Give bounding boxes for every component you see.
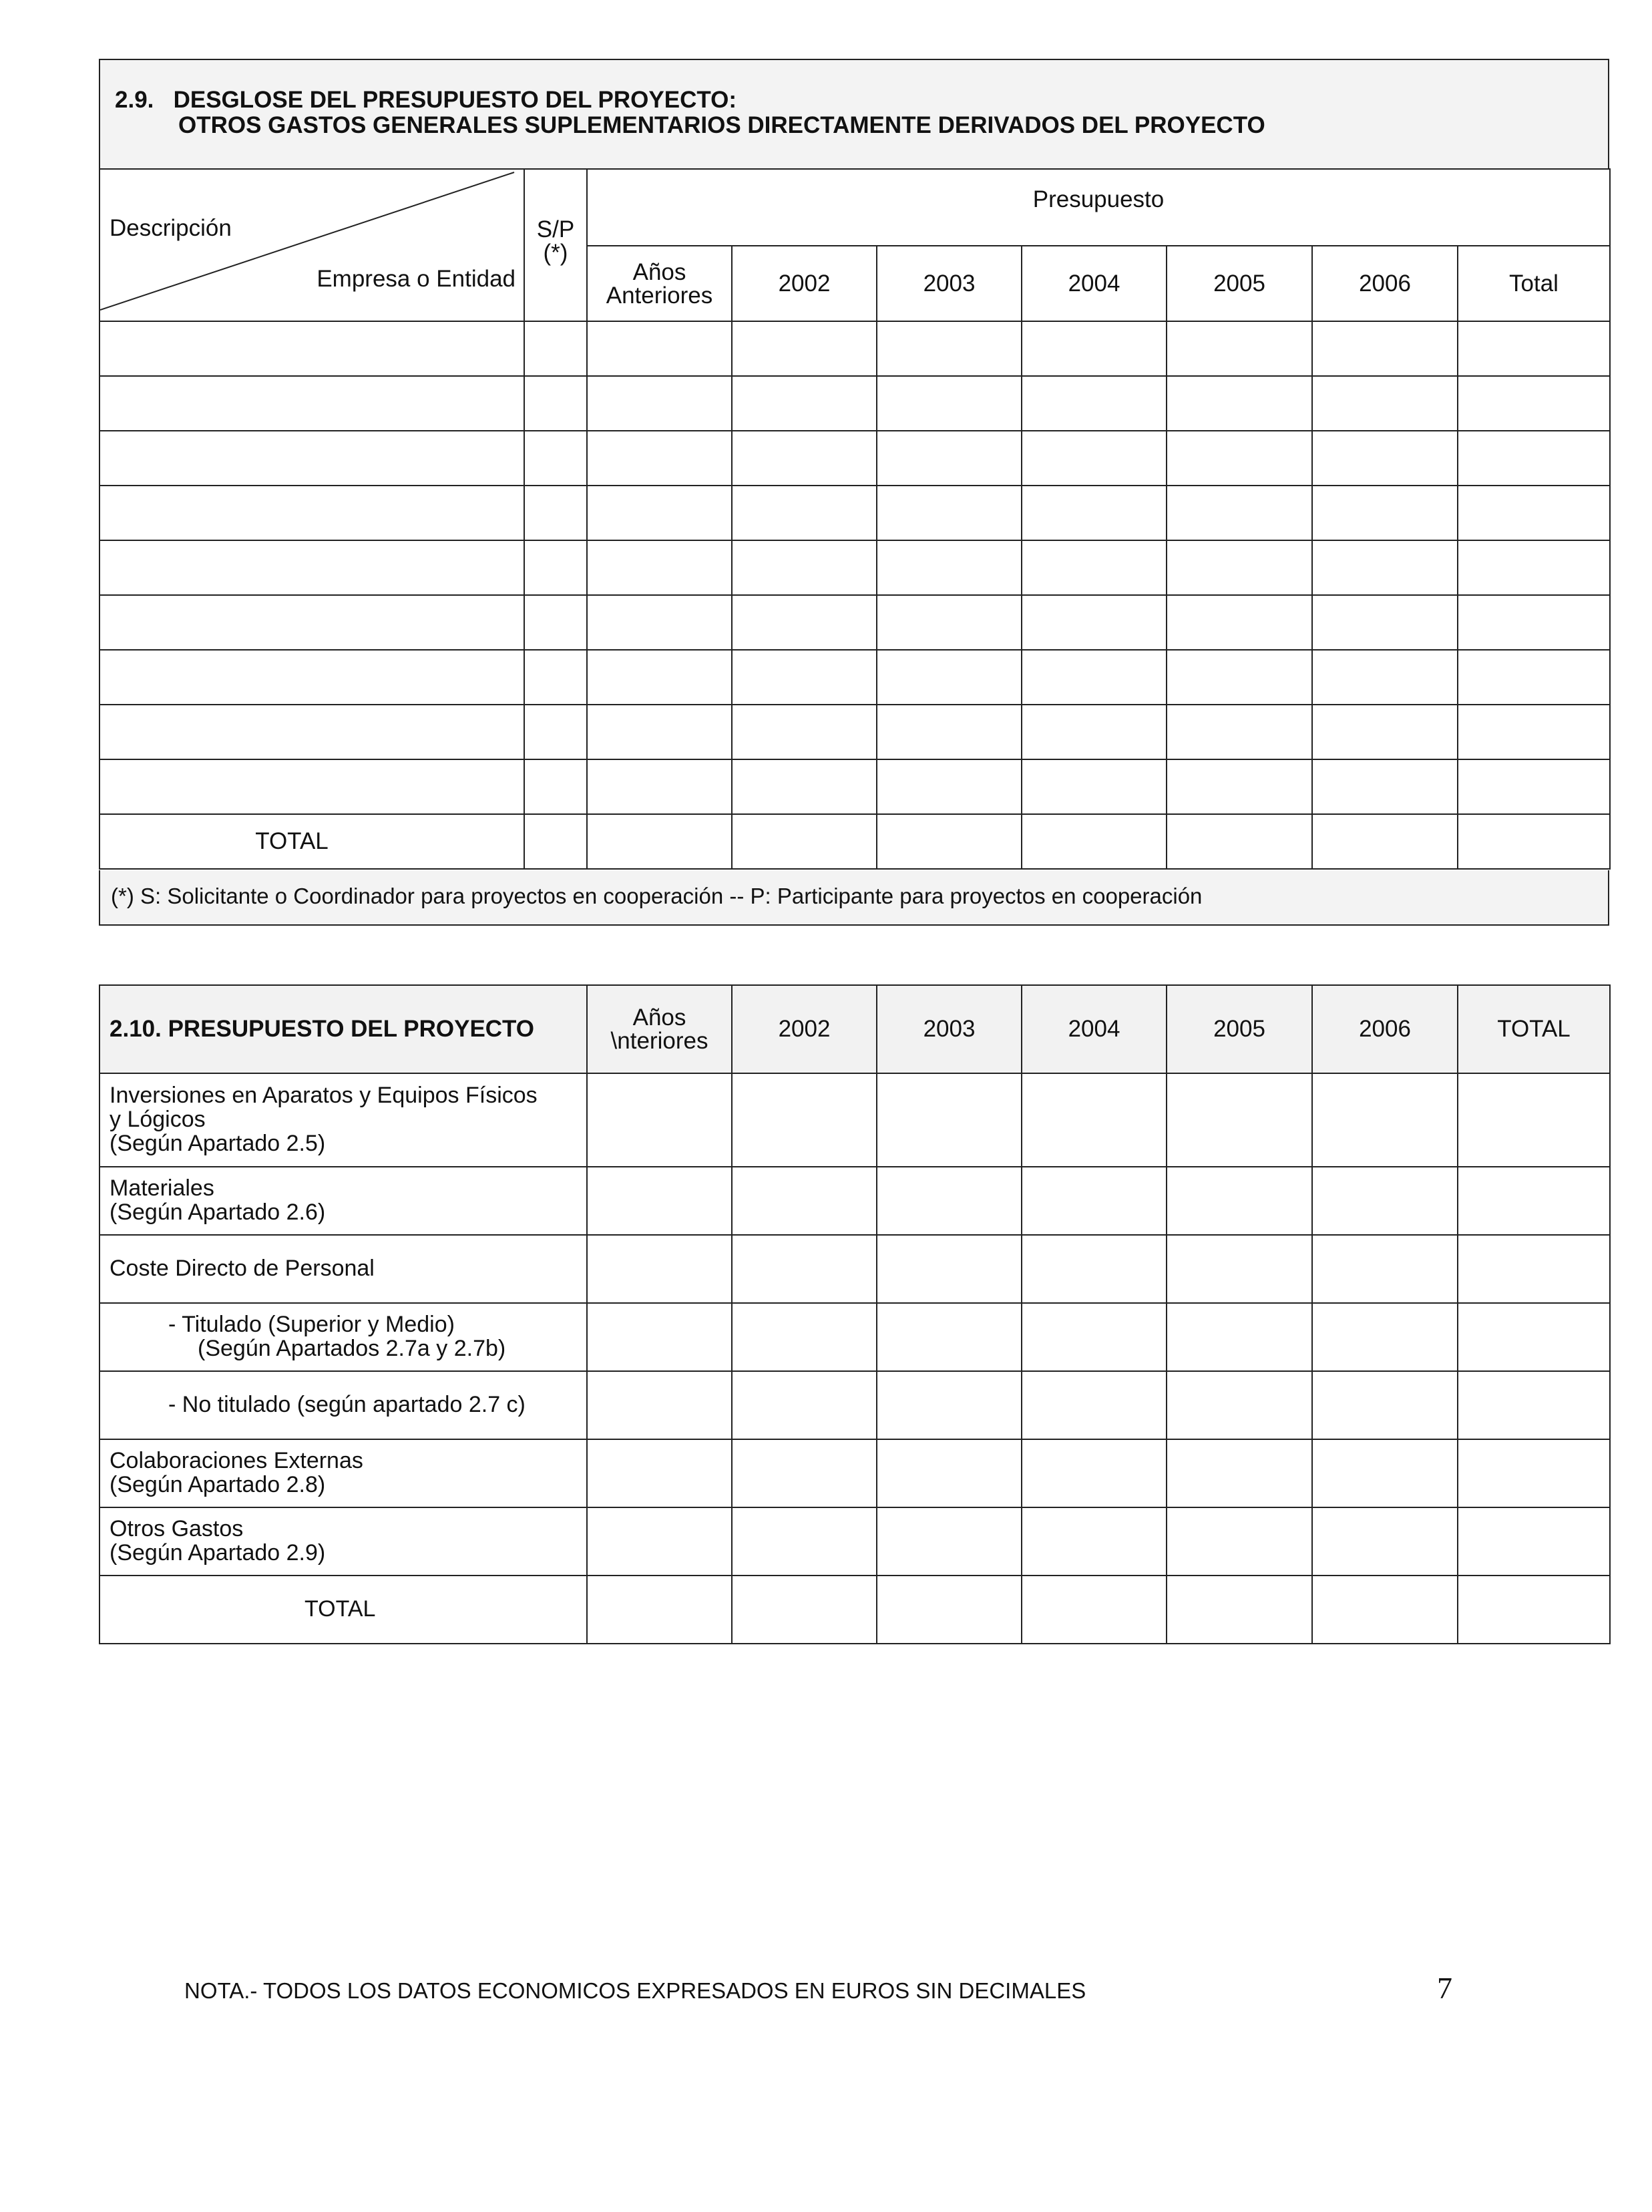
total-cell[interactable] — [877, 1576, 1022, 1644]
inversiones-line3: (Según Apartado 2.5) — [110, 1130, 326, 1156]
value-cell[interactable] — [877, 650, 1022, 705]
value-cell[interactable] — [1312, 1073, 1458, 1167]
descripcion-cell[interactable] — [99, 650, 524, 705]
row-label-titulado — [99, 1303, 587, 1371]
value-cell[interactable] — [877, 540, 1022, 595]
value-cell[interactable] — [1167, 759, 1312, 814]
value-cell[interactable] — [1312, 1303, 1458, 1371]
value-cell[interactable] — [732, 431, 877, 486]
value-cell[interactable] — [732, 1507, 877, 1576]
value-cell[interactable] — [1312, 540, 1458, 595]
value-cell[interactable] — [732, 1439, 877, 1507]
value-cell[interactable] — [877, 1371, 1022, 1439]
value-cell[interactable] — [1167, 431, 1312, 486]
anteriores-label: \nteriores — [610, 1028, 708, 1054]
value-cell[interactable] — [1022, 486, 1167, 540]
value-cell[interactable] — [877, 1439, 1022, 1507]
value-cell[interactable] — [1312, 595, 1458, 650]
total-cell[interactable] — [587, 814, 732, 869]
value-cell[interactable] — [587, 759, 732, 814]
row-label-colaboraciones — [99, 1439, 587, 1507]
year-header-2005: 2005 — [1167, 246, 1312, 321]
value-cell[interactable] — [1458, 1235, 1610, 1303]
value-cell[interactable] — [1022, 540, 1167, 595]
total-cell[interactable] — [732, 814, 877, 869]
value-cell[interactable] — [1167, 321, 1312, 376]
descripcion-cell[interactable] — [99, 759, 524, 814]
year-header-2005: 2005 — [1167, 985, 1312, 1073]
table-row — [99, 759, 1610, 814]
total-cell[interactable] — [877, 814, 1022, 869]
value-cell[interactable] — [1312, 1371, 1458, 1439]
value-cell[interactable] — [1022, 1235, 1167, 1303]
descripcion-cell[interactable] — [99, 540, 524, 595]
sp-cell[interactable] — [524, 650, 587, 705]
value-cell[interactable] — [1458, 486, 1610, 540]
sp-cell[interactable] — [524, 486, 587, 540]
value-cell[interactable] — [1167, 376, 1312, 431]
total-cell[interactable] — [1312, 814, 1458, 869]
anos-label: Años — [632, 258, 686, 285]
year-header-2003: 2003 — [877, 985, 1022, 1073]
sp-label: S/P — [536, 216, 575, 242]
value-cell[interactable] — [1458, 431, 1610, 486]
sp-cell[interactable] — [524, 540, 587, 595]
value-cell[interactable] — [1167, 705, 1312, 759]
value-cell[interactable] — [587, 705, 732, 759]
year-header-2002: 2002 — [732, 246, 877, 321]
row-otros-gastos — [99, 1507, 1610, 1576]
materiales-line1: Materiales — [110, 1175, 214, 1202]
value-cell[interactable] — [1167, 1167, 1312, 1235]
value-cell[interactable] — [1022, 376, 1167, 431]
descripcion-cell[interactable] — [99, 321, 524, 376]
row-colaboraciones — [99, 1439, 1610, 1507]
year-header-2004: 2004 — [1022, 985, 1167, 1073]
value-cell[interactable] — [877, 759, 1022, 814]
inversiones-line2: y Lógicos — [110, 1107, 206, 1133]
value-cell[interactable] — [1167, 1371, 1312, 1439]
value-cell[interactable] — [1022, 431, 1167, 486]
year-header-2004: 2004 — [1022, 246, 1167, 321]
section-2-9-header — [99, 59, 1609, 170]
otros-line1: Otros Gastos — [110, 1516, 244, 1542]
value-cell[interactable] — [587, 1073, 732, 1167]
value-cell[interactable] — [732, 650, 877, 705]
value-cell[interactable] — [1312, 1235, 1458, 1303]
total-cell[interactable] — [587, 1576, 732, 1644]
descripcion-cell[interactable] — [99, 376, 524, 431]
value-cell[interactable] — [1312, 1167, 1458, 1235]
value-cell[interactable] — [1167, 595, 1312, 650]
value-cell[interactable] — [1167, 1439, 1312, 1507]
descripcion-empresa-header-cell — [99, 169, 524, 321]
value-cell[interactable] — [877, 486, 1022, 540]
value-cell[interactable] — [1458, 759, 1610, 814]
value-cell[interactable] — [1167, 1235, 1312, 1303]
colaboraciones-line1: Colaboraciones Externas — [110, 1448, 363, 1474]
table-row — [99, 705, 1610, 759]
total-cell[interactable] — [1167, 1576, 1312, 1644]
table-row — [99, 486, 1610, 540]
value-cell[interactable] — [732, 376, 877, 431]
value-cell[interactable] — [1022, 1371, 1167, 1439]
value-cell[interactable] — [1312, 1507, 1458, 1576]
value-cell[interactable] — [1312, 376, 1458, 431]
value-cell[interactable] — [732, 1235, 877, 1303]
total-label: TOTAL — [99, 814, 524, 869]
table-row — [99, 650, 1610, 705]
value-cell[interactable] — [1022, 1507, 1167, 1576]
total-cell[interactable] — [1167, 814, 1312, 869]
section-2-9-body — [99, 321, 1610, 814]
value-cell[interactable] — [877, 1507, 1022, 1576]
row-no-titulado — [99, 1371, 1610, 1439]
sp-note-label: (*) — [543, 240, 568, 266]
value-cell[interactable] — [877, 1235, 1022, 1303]
value-cell[interactable] — [587, 1371, 732, 1439]
row-label-otros-gastos — [99, 1507, 587, 1576]
footer-note: NOTA.- TODOS LOS DATOS ECONOMICOS EXPRESADOS EN EUROS SIN DECIMALES — [184, 1978, 1086, 2003]
value-cell[interactable] — [587, 376, 732, 431]
value-cell[interactable] — [1312, 650, 1458, 705]
total-cell[interactable] — [1022, 1576, 1167, 1644]
value-cell[interactable] — [1458, 1073, 1610, 1167]
value-cell[interactable] — [732, 540, 877, 595]
value-cell[interactable] — [1458, 1507, 1610, 1576]
value-cell[interactable] — [732, 595, 877, 650]
anos-label: Años — [632, 1004, 686, 1031]
sp-cell[interactable] — [524, 431, 587, 486]
section-2-10-header-row — [99, 985, 1610, 1073]
row-label-personal: Coste Directo de Personal — [99, 1235, 587, 1303]
anos-anteriores-header — [587, 985, 732, 1073]
value-cell[interactable] — [732, 705, 877, 759]
sp-cell[interactable] — [524, 321, 587, 376]
value-cell[interactable] — [877, 431, 1022, 486]
value-cell[interactable] — [1312, 431, 1458, 486]
year-header-2006: 2006 — [1312, 985, 1458, 1073]
value-cell[interactable] — [1458, 1439, 1610, 1507]
titulado-line2: (Según Apartados 2.7a y 2.7b) — [198, 1336, 506, 1361]
value-cell[interactable] — [1312, 321, 1458, 376]
descripcion-label: Descripción — [110, 215, 232, 241]
sp-cell[interactable] — [524, 595, 587, 650]
sp-cell[interactable] — [524, 705, 587, 759]
value-cell[interactable] — [1312, 705, 1458, 759]
value-cell[interactable] — [1022, 705, 1167, 759]
section-2-9-footnote — [99, 870, 1609, 926]
value-cell[interactable] — [732, 486, 877, 540]
descripcion-cell[interactable] — [99, 431, 524, 486]
colaboraciones-line2: (Según Apartado 2.8) — [110, 1472, 326, 1497]
value-cell[interactable] — [1022, 321, 1167, 376]
row-label-total: TOTAL — [99, 1576, 587, 1644]
presupuesto-header: Presupuesto — [587, 169, 1610, 246]
table-row — [99, 540, 1610, 595]
row-inversiones — [99, 1073, 1610, 1167]
value-cell[interactable] — [732, 759, 877, 814]
row-materiales — [99, 1167, 1610, 1235]
row-titulado — [99, 1303, 1610, 1371]
value-cell[interactable] — [1167, 1507, 1312, 1576]
row-label-no-titulado: - No titulado (según apartado 2.7 c) — [99, 1371, 587, 1439]
value-cell[interactable] — [1022, 759, 1167, 814]
value-cell[interactable] — [1458, 540, 1610, 595]
section-2-10-table — [99, 984, 1611, 1644]
value-cell[interactable] — [1022, 1073, 1167, 1167]
value-cell[interactable] — [1167, 650, 1312, 705]
anteriores-label: Anteriores — [606, 282, 713, 309]
otros-line2: (Según Apartado 2.9) — [110, 1540, 326, 1565]
descripcion-cell[interactable] — [99, 705, 524, 759]
value-cell[interactable] — [587, 431, 732, 486]
value-cell[interactable] — [1312, 759, 1458, 814]
value-cell[interactable] — [877, 1303, 1022, 1371]
row-personal — [99, 1235, 1610, 1303]
footnote-text: (*) S: Solicitante o Coordinador para proyectos en cooperación -- P: Participante para proyectos en cooperación — [111, 884, 1203, 908]
value-cell[interactable] — [587, 595, 732, 650]
diagonal-divider — [100, 170, 525, 321]
value-cell[interactable] — [587, 1235, 732, 1303]
value-cell[interactable] — [1458, 1303, 1610, 1371]
value-cell[interactable] — [587, 650, 732, 705]
value-cell[interactable] — [587, 1507, 732, 1576]
year-header-2003: 2003 — [877, 246, 1022, 321]
section-2-9-title: DESGLOSE DEL PRESUPUESTO DEL PROYECTO: — [173, 87, 737, 113]
value-cell[interactable] — [1458, 1167, 1610, 1235]
value-cell[interactable] — [732, 1167, 877, 1235]
page-number: 7 — [1437, 1971, 1452, 2005]
section-2-9-title-line1 — [115, 87, 737, 114]
value-cell[interactable] — [1458, 595, 1610, 650]
value-cell[interactable] — [587, 540, 732, 595]
table-row — [99, 321, 1610, 376]
total-cell[interactable] — [1022, 814, 1167, 869]
year-header-2002: 2002 — [732, 985, 877, 1073]
descripcion-cell[interactable] — [99, 486, 524, 540]
value-cell[interactable] — [732, 1303, 877, 1371]
titulado-line1: - Titulado (Superior y Medio) — [168, 1312, 455, 1338]
value-cell[interactable] — [1167, 1303, 1312, 1371]
value-cell[interactable] — [732, 1073, 877, 1167]
value-cell[interactable] — [1167, 486, 1312, 540]
section-2-9-table — [99, 168, 1611, 870]
value-cell[interactable] — [877, 1167, 1022, 1235]
value-cell[interactable] — [877, 1073, 1022, 1167]
table-row — [99, 595, 1610, 650]
value-cell[interactable] — [1458, 650, 1610, 705]
value-cell[interactable] — [877, 321, 1022, 376]
section-2-9-total-row — [99, 814, 1610, 869]
row-total — [99, 1576, 1610, 1644]
value-cell[interactable] — [587, 1167, 732, 1235]
value-cell[interactable] — [587, 1439, 732, 1507]
empresa-entidad-label: Empresa o Entidad — [317, 266, 515, 292]
sp-cell[interactable] — [524, 376, 587, 431]
value-cell[interactable] — [732, 321, 877, 376]
total-cell[interactable] — [1458, 814, 1610, 869]
total-cell[interactable] — [1458, 1576, 1610, 1644]
value-cell[interactable] — [1458, 705, 1610, 759]
row-label-materiales — [99, 1167, 587, 1235]
anos-anteriores-header — [587, 246, 732, 321]
value-cell[interactable] — [1022, 1439, 1167, 1507]
total-cell[interactable] — [1312, 1576, 1458, 1644]
value-cell[interactable] — [1167, 1073, 1312, 1167]
value-cell[interactable] — [587, 1303, 732, 1371]
value-cell[interactable] — [1458, 321, 1610, 376]
value-cell[interactable] — [1312, 486, 1458, 540]
value-cell[interactable] — [1312, 1439, 1458, 1507]
value-cell[interactable] — [732, 1371, 877, 1439]
value-cell[interactable] — [1022, 595, 1167, 650]
materiales-line2: (Según Apartado 2.6) — [110, 1200, 326, 1225]
sp-header-cell — [524, 169, 587, 321]
value-cell[interactable] — [1022, 1303, 1167, 1371]
value-cell[interactable] — [877, 376, 1022, 431]
value-cell[interactable] — [877, 705, 1022, 759]
value-cell[interactable] — [1458, 376, 1610, 431]
year-header-2006: 2006 — [1312, 246, 1458, 321]
sp-cell[interactable] — [524, 759, 587, 814]
descripcion-cell[interactable] — [99, 595, 524, 650]
section-2-10-title: 2.10. PRESUPUESTO DEL PROYECTO — [99, 985, 587, 1073]
value-cell[interactable] — [1022, 1167, 1167, 1235]
total-header: TOTAL — [1458, 985, 1610, 1073]
inversiones-line1: Inversiones en Aparatos y Equipos Físicos — [110, 1083, 538, 1109]
total-header: Total — [1458, 246, 1610, 321]
section-2-9-subtitle: OTROS GASTOS GENERALES SUPLEMENTARIOS DIRECTAMENTE DERIVADOS DEL PROYECTO — [178, 112, 1265, 138]
row-label-inversiones — [99, 1073, 587, 1167]
section-2-9-number: 2.9. — [115, 87, 154, 113]
value-cell[interactable] — [877, 595, 1022, 650]
value-cell[interactable] — [1167, 540, 1312, 595]
value-cell[interactable] — [587, 321, 732, 376]
value-cell[interactable] — [587, 486, 732, 540]
table-row — [99, 431, 1610, 486]
total-cell[interactable] — [524, 814, 587, 869]
table-row — [99, 376, 1610, 431]
total-cell[interactable] — [732, 1576, 877, 1644]
value-cell[interactable] — [1458, 1371, 1610, 1439]
value-cell[interactable] — [1022, 650, 1167, 705]
